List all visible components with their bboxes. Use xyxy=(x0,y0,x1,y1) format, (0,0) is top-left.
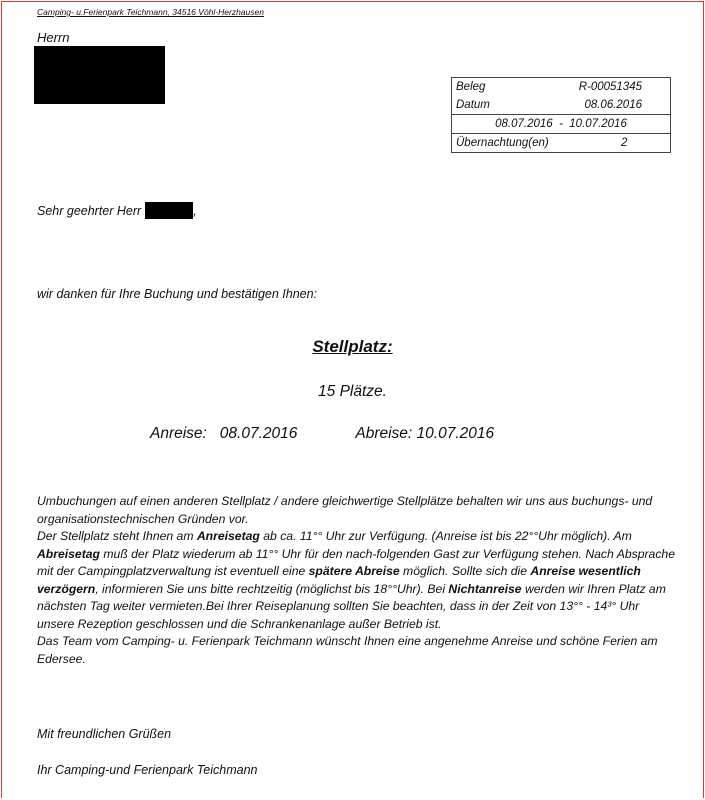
redacted-name xyxy=(145,202,193,219)
stay-period: 08.07.2016 - 10.07.2016 xyxy=(495,118,627,130)
bold-anreise-verzoegern: Anreise wesentlich verzögern xyxy=(37,564,641,596)
beleg-label: Beleg xyxy=(456,81,486,93)
datum-label: Datum xyxy=(456,99,490,111)
bold-spaetere-abreise: spätere Abreise xyxy=(308,564,400,578)
sender-address: Camping- u.Ferienpark Teichmann, 34516 Vöhl-Herzhausen xyxy=(37,7,264,17)
booking-info-box xyxy=(451,77,671,153)
section-heading: Stellplatz: xyxy=(312,337,393,356)
bold-abreisetag: Abreisetag xyxy=(37,546,100,561)
stay-dates xyxy=(150,425,494,443)
beleg-row xyxy=(452,78,670,96)
thanks-line: wir danken für Ihre Buchung und bestätigen Ihnen: xyxy=(37,287,318,301)
greeting-suffix: , xyxy=(193,204,197,218)
greeting-prefix: Sehr geehrter Herr xyxy=(37,204,142,218)
redacted-address-block xyxy=(34,46,165,104)
recipient-salutation: Herrn xyxy=(37,30,70,45)
period-row xyxy=(452,115,670,134)
nights-label: Übernachtung(en) xyxy=(456,137,549,149)
datum-row xyxy=(452,96,670,115)
spot-count: 15 Plätze. xyxy=(318,383,387,400)
nights-value: 2 xyxy=(621,137,628,149)
letter-body xyxy=(37,493,677,668)
nights-row xyxy=(452,134,670,152)
body-paragraph-3: Das Team vom Camping- u. Ferienpark Teichmann wünscht Ihnen eine angenehme Anreise und schöne Ferien am Edersee. xyxy=(37,634,658,666)
arrival-date: Anreise: 08.07.2016 xyxy=(150,425,298,442)
bold-anreisetag: Anreisetag xyxy=(196,529,260,543)
body-paragraph-2: Der Stellplatz steht Ihnen am Anreisetag ab ca. 11°° Uhr zur Verfügung. (Anreise ist bis 22°°Uhr möglich). Am Abreisetag muß der Platz wiederum ab 11°° Uhr für den nach-folgenden Gast zur Verfügung stehen. Nach Absprache mit der Campingplatzverwaltung ist eventuell eine spätere Abreise möglich. Sollte sich die Anreise wesentlich verzögern, informieren Sie uns bitte rechtzeitig (möglichst bis 18°°Uhr). Bei Nichtanreise werden wir Ihren Platz am nächsten Tag weiter vermieten.Bei Ihrer Reiseplanung sollten Sie beachten, dass in der Zeit von 13°° - 14³° Uhr unsere Rezeption geschlossen und die Schrankenanlage außer Betrieb ist. xyxy=(37,529,675,631)
datum-value: 08.06.2016 xyxy=(584,99,642,111)
departure-date: Abreise: 10.07.2016 xyxy=(355,425,495,442)
beleg-value: R-00051345 xyxy=(578,81,642,93)
bold-nichtanreise: Nichtanreise xyxy=(448,581,522,596)
closing-line: Mit freundlichen Grüßen xyxy=(37,727,172,741)
signature-line: Ihr Camping-und Ferienpark Teichmann xyxy=(37,763,258,777)
body-paragraph-1: Umbuchungen auf einen anderen Stellplatz / andere gleichwertige Stellplätze behalten wir uns aus buchungs- und organisationstechnischen Gründen vor. xyxy=(37,494,653,526)
